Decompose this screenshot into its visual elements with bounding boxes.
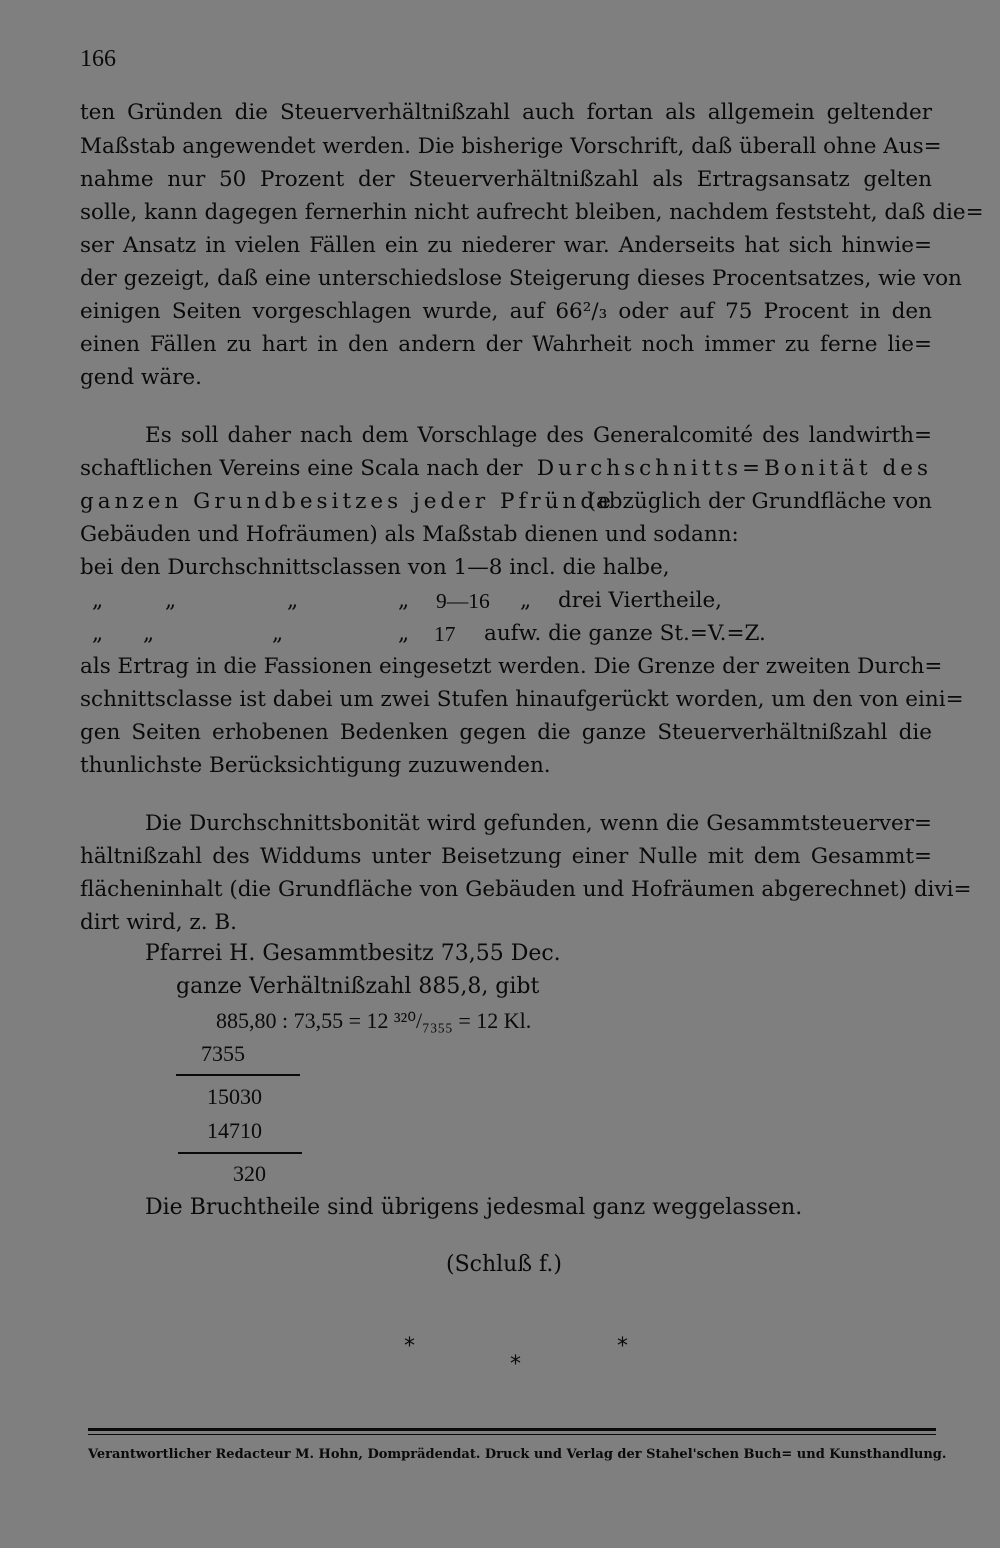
- para1-line-8: einen Fällen zu hart in den andern der Wahrheit noch immer zu ferne lie=: [80, 332, 932, 357]
- ditto-mark: „: [272, 621, 284, 646]
- spaced-term-grundbesitz: ganzen Grundbesitzes jeder Pfründe: [80, 489, 615, 514]
- footer-rule: [88, 1428, 936, 1431]
- ditto-mark: „: [92, 588, 104, 613]
- para3-line-3: flächeninhalt (die Grundfläche von Gebäuden und Hofräumen abgerechnet) divi=: [80, 877, 972, 902]
- asterism-star: *: [510, 1352, 521, 1377]
- class-range: 9—16: [436, 589, 490, 613]
- example-line-2: ganze Verhältnißzahl 885,8, gibt: [176, 974, 540, 999]
- para3-line-2: hältnißzahl des Widdums unter Beisetzung einer Nulle mit dem Gesammt=: [80, 844, 932, 869]
- division-step: 15030: [207, 1084, 262, 1109]
- ditto-mark: „: [398, 588, 410, 613]
- para2-line-2: [80, 454, 932, 484]
- division-step: 7355: [201, 1041, 245, 1066]
- ditto-mark: „: [143, 621, 155, 646]
- example-division: 885,80 : 73,55 = 12 ³²⁰/₇₃₅₅ = 12 Kl.: [216, 1008, 532, 1033]
- para4-line: Die Bruchtheile sind übrigens jedesmal ganz weggelassen.: [145, 1195, 803, 1220]
- para2-line-5: bei den Durchschnittsclassen von 1—8 incl. die halbe,: [80, 555, 670, 580]
- para2-rest-line-2: schnittsclasse ist dabei um zwei Stufen hinaufgerückt worden, um den von eini=: [80, 687, 964, 712]
- division-rule: [178, 1152, 302, 1154]
- para3-line-1: Die Durchschnittsbonität wird gefunden, wenn die Gesammtsteuerver=: [145, 811, 932, 836]
- ditto-mark: „: [165, 588, 177, 613]
- ditto-mark: „: [398, 621, 410, 646]
- footer-rule-thin: [88, 1434, 936, 1435]
- class-rate-text: aufw. die ganze St.=V.=Z.: [484, 621, 766, 646]
- para2-line-3-text: (abzüglich der Grundfläche von: [587, 489, 932, 514]
- para1-line-3: nahme nur 50 Prozent der Steuerverhältnißzahl als Ertragsansatz gelten: [80, 167, 932, 192]
- spaced-term-durchschnitts-bonitaet: Durchschnitts=Bonität des: [536, 456, 932, 481]
- para1-line-9: gend wäre.: [80, 365, 202, 390]
- page-number: 166: [80, 46, 116, 72]
- division-step: 14710: [207, 1118, 262, 1143]
- para2-rest-line-1: als Ertrag in die Fassionen eingesetzt werden. Die Grenze der zweiten Durch=: [80, 654, 943, 679]
- para2-line-3: [80, 487, 932, 517]
- para2-line-4: Gebäuden und Hofräumen) als Maßstab dienen und sodann:: [80, 522, 739, 547]
- continuation-note: (Schluß f.): [446, 1252, 562, 1277]
- para2-line-2-text: schaftlichen Vereins eine Scala nach der: [80, 456, 523, 481]
- para1-line-7: einigen Seiten vorgeschlagen wurde, auf 66²/₃ oder auf 75 Procent in den: [80, 299, 932, 324]
- para1-line-2: Maßstab angewendet werden. Die bisherige Vorschrift, daß überall ohne Aus=: [80, 134, 942, 159]
- ditto-mark: „: [287, 588, 299, 613]
- para1-line-6: der gezeigt, daß eine unterschiedslose Steigerung dieses Procentsatzes, wie von: [80, 266, 962, 291]
- example-line-1: Pfarrei H. Gesammtbesitz 73,55 Dec.: [145, 941, 561, 966]
- asterism-star: *: [404, 1334, 415, 1359]
- para1-line-1: ten Gründen die Steuerverhältnißzahl auch fortan als allgemein geltender: [80, 100, 932, 125]
- para2-line-1: Es soll daher nach dem Vorschlage des Generalcomité des landwirth=: [145, 423, 932, 448]
- para1-line-5: ser Ansatz in vielen Fällen ein zu niederer war. Anderseits hat sich hinwie=: [80, 233, 932, 258]
- class-range: 17: [434, 622, 456, 646]
- para1-line-4: solle, kann dagegen fernerhin nicht aufrecht bleiben, nachdem feststeht, daß die=: [80, 200, 984, 225]
- para3-line-4: dirt wird, z. B.: [80, 910, 238, 935]
- asterism-star: *: [617, 1334, 628, 1359]
- division-remainder: 320: [233, 1161, 266, 1186]
- ditto-mark: „: [92, 621, 104, 646]
- division-rule: [176, 1074, 300, 1076]
- para2-rest-line-3: gen Seiten erhobenen Bedenken gegen die ganze Steuerverhältnißzahl die: [80, 720, 932, 745]
- ditto-mark: „: [520, 588, 532, 613]
- para2-rest-line-4: thunlichste Berücksichtigung zuzuwenden.: [80, 753, 551, 778]
- class-rate-text: drei Viertheile,: [558, 588, 723, 613]
- imprint-footer: Verantwortlicher Redacteur M. Hohn, Domprädendat. Druck und Verlag der Stahel'schen Buch= und Kunsthandlung.: [88, 1447, 947, 1462]
